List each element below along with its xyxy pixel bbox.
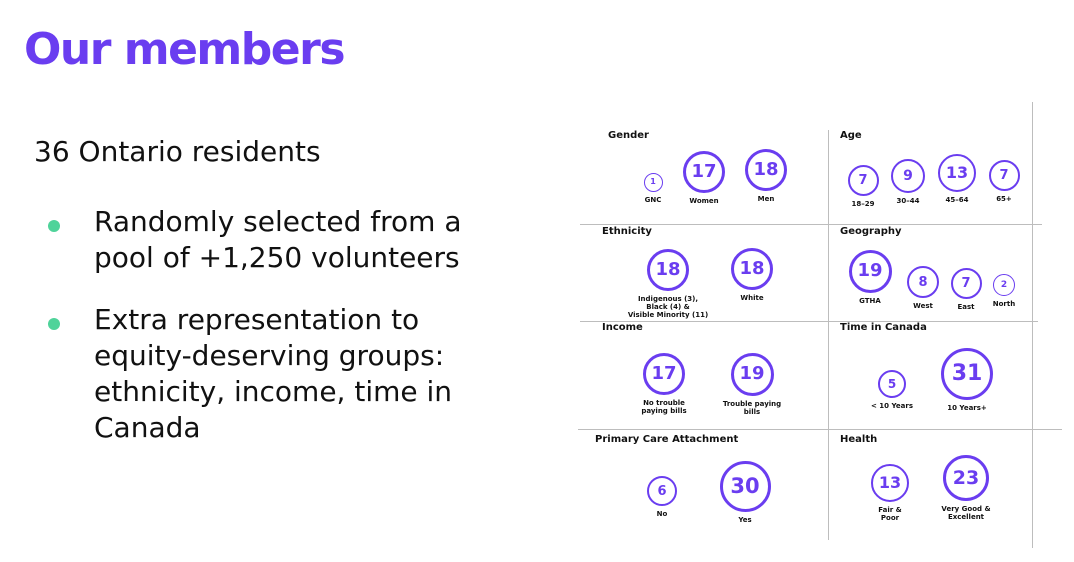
grid-divider-right-edge [1032,102,1033,548]
stat-value-circle: 19 [731,353,774,396]
stat-caption: Fair & Poor [878,506,902,522]
stat-value-circle: 17 [643,353,685,395]
bullet-text: Randomly selected from a pool of +1,250 volunteers [94,205,462,274]
panel-label: Primary Care Attachment [595,434,739,445]
stat-caption: East [957,302,975,311]
slide-subtitle: 36 Ontario residents [34,135,321,168]
stat-caption: < 10 Years [871,402,913,410]
demographics-infographic [576,100,1066,550]
stat-value-circle: 23 [943,455,989,501]
panel-label: Gender [608,130,649,141]
stat-value-circle: 17 [683,151,725,193]
stat-caption: West [913,302,933,310]
bullet-item [44,204,514,276]
grid-divider-horizontal [580,224,1042,225]
panel-label: Ethnicity [602,226,652,237]
stat-caption: 45–64 [945,196,969,204]
bullet-list [44,204,514,446]
stat-caption: 30–44 [896,197,920,205]
panel-label: Age [840,130,862,141]
stat-value-circle: 5 [878,370,906,398]
slide-title: Our members [24,24,345,75]
stat-value-circle: 1 [644,173,663,192]
grid-divider-horizontal [578,429,1062,430]
stat-value-circle: 7 [951,268,982,299]
stat-caption: Indigenous (3), Black (4) & Visible Minority (11) [627,295,709,319]
bullet-dot-icon [48,318,60,330]
grid-divider-vertical [828,130,829,540]
stat-caption: GNC [644,195,662,204]
stat-value-circle: 31 [941,348,993,400]
stat-caption: Men [757,195,775,203]
stat-caption: White [740,294,764,302]
stat-caption: No [656,510,668,518]
stat-caption: GTHA [859,296,881,305]
panel-label: Geography [840,226,902,237]
stat-value-circle: 7 [989,160,1020,191]
stat-caption: Very Good & Excellent [941,505,991,521]
bullet-item [44,302,514,446]
stat-value-circle: 8 [907,266,939,298]
stat-caption: North [992,300,1016,308]
stat-value-circle: 19 [849,250,892,293]
stat-value-circle: 2 [993,274,1015,296]
stat-caption: 10 Years+ [947,404,987,412]
stat-value-circle: 18 [731,248,773,290]
panel-label: Income [602,322,643,333]
stat-caption: 65+ [996,194,1012,203]
bullet-dot-icon [48,220,60,232]
stat-caption: Trouble paying bills [722,399,782,416]
stat-value-circle: 30 [720,461,771,512]
stat-caption: No trouble paying bills [641,399,687,415]
stat-value-circle: 9 [891,159,925,193]
stat-value-circle: 13 [938,154,976,192]
stat-caption: Yes [738,515,752,524]
stat-value-circle: 7 [848,165,879,196]
stat-value-circle: 18 [745,149,787,191]
panel-label: Time in Canada [840,322,927,333]
stat-value-circle: 6 [647,476,677,506]
bullet-text: Extra representation to equity-deserving groups: ethnicity, income, time in Canada [94,303,453,444]
grid-divider-horizontal [580,321,1038,322]
stat-value-circle: 13 [871,464,909,502]
panel-label: Health [840,434,878,445]
stat-value-circle: 18 [647,249,689,291]
stat-caption: Women [689,197,719,205]
stat-caption: 18–29 [851,199,875,208]
